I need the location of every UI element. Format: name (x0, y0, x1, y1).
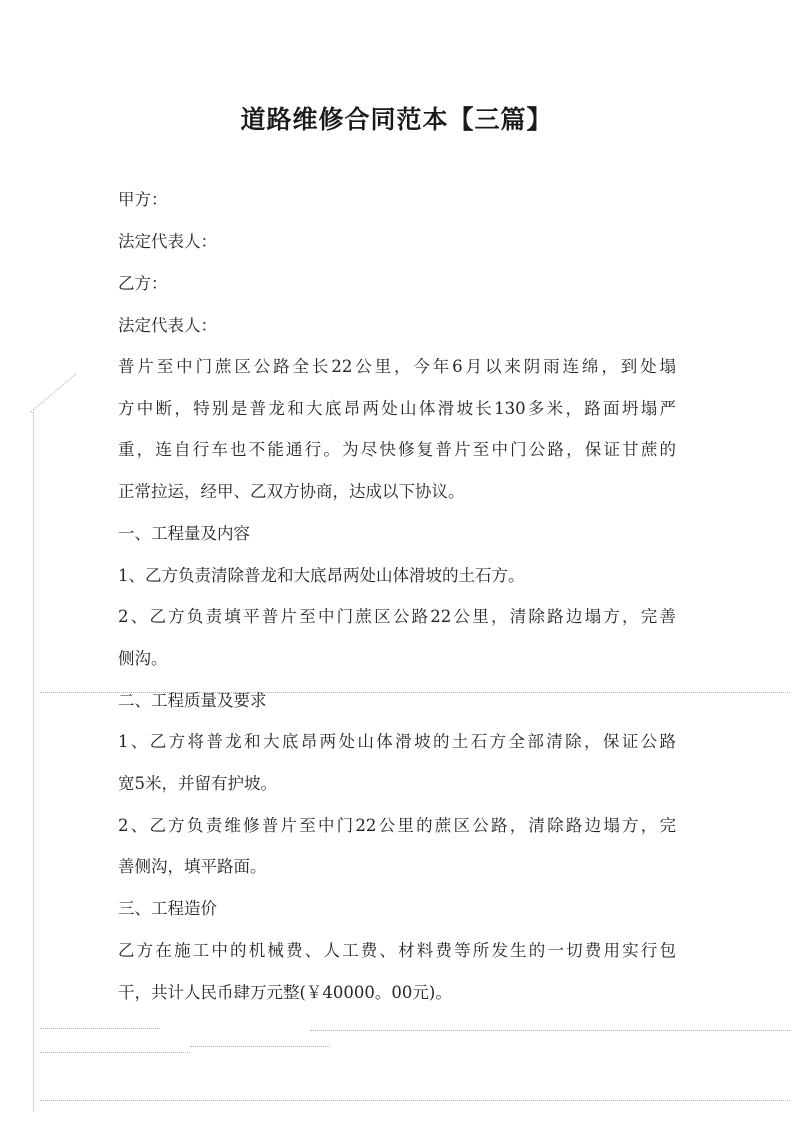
intro-paragraph-line: 正常拉运，经甲、乙双方协商，达成以下协议。 (118, 482, 465, 501)
clause-line: 2、乙方负责填平普片至中门蔗区公路22公里，清除路边塌方，完善 (118, 607, 676, 626)
section-heading: 二、工程质量及要求 (118, 691, 267, 710)
party-a-representative-label: 法定代表人： (118, 232, 217, 251)
scan-artifact-line (190, 1046, 330, 1047)
party-b-label: 乙方： (118, 274, 168, 293)
intro-paragraph-line: 重，连自行车也不能通行。为尽快修复普片至中门公路，保证甘蔗的 (118, 440, 676, 459)
scan-artifact-line (30, 373, 77, 412)
clause-line: 1、乙方将普龙和大底昂两处山体滑坡的土石方全部清除，保证公路 (118, 732, 676, 751)
scan-artifact-line (310, 1030, 790, 1031)
clause-line: 乙方在施工中的机械费、人工费、材料费等所发生的一切费用实行包 (118, 941, 676, 960)
clause-line: 侧沟。 (118, 649, 168, 668)
document-title: 道路维修合同范本【三篇】 (240, 105, 553, 134)
clause-line: 善侧沟，填平路面。 (118, 857, 267, 876)
scan-artifact-line (40, 1100, 790, 1101)
party-a-label: 甲方： (118, 190, 168, 209)
clause-line: 宽5米，并留有护坡。 (118, 774, 277, 793)
scan-artifact-line (40, 1052, 190, 1053)
intro-paragraph-line: 普片至中门蔗区公路全长22公里，今年6月以来阴雨连绵，到处塌 (118, 357, 676, 376)
section-heading: 一、工程量及内容 (118, 524, 250, 543)
clause-line: 2、乙方负责维修普片至中门22公里的蔗区公路，清除路边塌方，完 (118, 816, 676, 835)
section-heading: 三、工程造价 (118, 899, 217, 918)
intro-paragraph-line: 方中断，特别是普龙和大底昂两处山体滑坡长130多米，路面坍塌严 (118, 399, 676, 418)
scan-artifact-line (33, 412, 34, 1112)
scan-artifact-line (40, 1028, 160, 1029)
clause-line: 1、乙方负责清除普龙和大底昂两处山体滑坡的土石方。 (118, 566, 525, 585)
clause-line: 干，共计人民币肆万元整(￥40000。00元)。 (118, 983, 452, 1002)
party-b-representative-label: 法定代表人： (118, 316, 217, 335)
